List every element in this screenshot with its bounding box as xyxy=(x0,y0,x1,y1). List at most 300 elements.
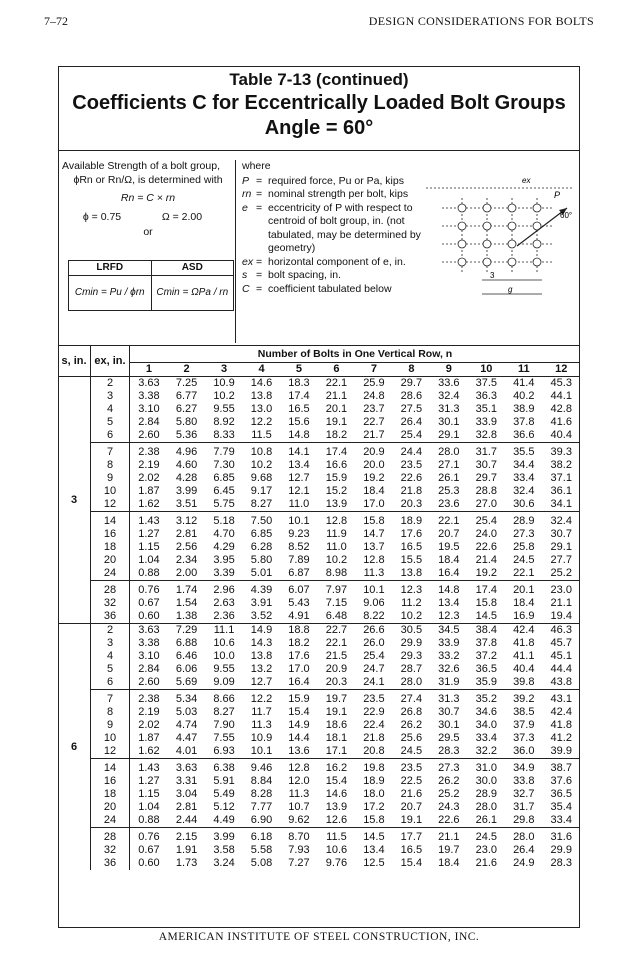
coefficient-cell: 16.9 xyxy=(513,610,535,622)
coefficient-cell: 33.6 xyxy=(430,377,467,391)
coefficient-cell: 13.4 xyxy=(438,597,460,609)
coefficient-cell: 17.6 xyxy=(400,528,423,540)
coefficient-cell: 1.38 xyxy=(175,610,198,622)
title-rule xyxy=(58,150,580,151)
coefficient-cell: 3.24 xyxy=(213,857,235,869)
coefficient-cell: 14.6 xyxy=(243,377,280,391)
coefficient-cell: 3.95 xyxy=(213,554,235,566)
coefficient-cell: 27.5 xyxy=(400,403,423,415)
coefficient-cell: 28.3 xyxy=(550,857,572,869)
n-header: 11 xyxy=(505,363,542,377)
coefficient-cell: 6.85 xyxy=(213,472,235,484)
coefficient-cell: 38.9 xyxy=(513,403,535,415)
coefficient-cell: 45.1 xyxy=(550,650,572,662)
coefficient-cell: 5.03 xyxy=(175,706,198,718)
coefficient-cell: 3.38 xyxy=(138,390,160,402)
coefficient-cell: 21.1 xyxy=(550,597,572,609)
coefficient-cell: 15.8 xyxy=(363,814,385,826)
coefficient-cell: 8.66 xyxy=(205,690,242,707)
definition-4 xyxy=(242,269,442,283)
coefficient-cell: 5.80 xyxy=(250,554,273,566)
coefficient-cell: 8.98 xyxy=(325,567,348,579)
coefficient-cell: 28.3 xyxy=(438,745,460,757)
coefficient-cell: 10.7 xyxy=(288,801,310,813)
coefficient-cell: 13.7 xyxy=(363,541,385,553)
bolt-icon xyxy=(458,204,466,212)
coefficient-cell: 20.7 xyxy=(438,528,460,540)
coefficient-cell: 15.2 xyxy=(325,485,348,497)
coefficient-cell: 13.2 xyxy=(250,663,273,675)
lrfd-formula: Cmin = Pu / ϕrn xyxy=(69,276,152,310)
coefficient-cell: 11.7 xyxy=(251,706,272,718)
coefficient-cell: 42.8 xyxy=(550,403,572,415)
coefficient-cell: 25.2 xyxy=(438,788,460,800)
coefficient-cell: 10.6 xyxy=(325,844,348,856)
coefficient-cell: 34.0 xyxy=(475,719,498,731)
coefficient-cell: 6.27 xyxy=(175,403,198,415)
coefficient-cell: 22.9 xyxy=(363,706,385,718)
table-row xyxy=(58,624,580,638)
coefficient-cell: 38.7 xyxy=(543,759,580,776)
coefficient-cell: 1.27 xyxy=(138,775,160,787)
bolt-icon xyxy=(508,222,516,230)
coefficient-cell: 21.6 xyxy=(400,788,423,800)
coefficient-cell: 10.9 xyxy=(205,377,242,391)
table-caption: Number of Bolts in One Vertical Row, n xyxy=(130,346,581,363)
table-row xyxy=(58,637,580,650)
coefficient-cell: 40.2 xyxy=(513,390,535,402)
coefficient-cell: 4.28 xyxy=(175,472,198,484)
coefficient-cell: 14.7 xyxy=(363,528,385,540)
coefficient-cell: 22.6 xyxy=(438,814,460,826)
n-header: 9 xyxy=(430,363,467,377)
coefficient-cell: 37.3 xyxy=(513,732,535,744)
coefficient-cell: 14.8 xyxy=(430,581,467,598)
coefficient-cell: 22.6 xyxy=(475,541,498,553)
angle-label: 60° xyxy=(560,211,573,220)
coefficient-cell: 15.8 xyxy=(355,512,392,529)
coefficient-cell: 11.1 xyxy=(205,624,242,638)
coefficient-cell: 24.3 xyxy=(438,801,460,813)
coefficient-cell: 23.7 xyxy=(363,403,385,415)
coefficient-cell: 1.62 xyxy=(138,498,160,510)
table-row xyxy=(58,429,580,443)
coefficient-cell: 10.8 xyxy=(243,443,280,460)
equals-sign: = xyxy=(256,282,263,295)
table-row xyxy=(58,498,580,512)
info-panel xyxy=(62,160,576,345)
coefficient-cell: 13.8 xyxy=(250,390,273,402)
coefficient-cell: 28.9 xyxy=(475,788,498,800)
coefficient-cell: 12.5 xyxy=(363,857,385,869)
ex-cell: 10 xyxy=(91,732,130,745)
table-row xyxy=(58,443,580,460)
coefficient-cell: 26.1 xyxy=(438,472,460,484)
ex-cell: 4 xyxy=(91,650,130,663)
coefficient-cell: 18.4 xyxy=(438,554,460,566)
coefficient-cell: 5.58 xyxy=(250,844,273,856)
ex-cell: 7 xyxy=(91,443,130,460)
coefficient-cell: 3.39 xyxy=(213,567,235,579)
coefficient-cell: 13.6 xyxy=(288,745,310,757)
coefficient-cell: 39.2 xyxy=(505,690,542,707)
definition-symbol: P xyxy=(242,174,250,187)
coefficient-cell: 9.46 xyxy=(243,759,280,776)
asd-label: ASD xyxy=(181,262,203,273)
ex-cell: 32 xyxy=(91,597,130,610)
load-p-label: P xyxy=(554,190,561,200)
ex-cell: 28 xyxy=(91,581,130,598)
coefficient-cell: 33.4 xyxy=(550,814,572,826)
coefficient-cell: 10.6 xyxy=(213,637,235,649)
coefficient-cell: 8.27 xyxy=(213,706,235,718)
coefficient-cell: 21.1 xyxy=(430,828,467,845)
bolt-icon xyxy=(458,240,466,248)
coefficient-cell: 30.7 xyxy=(438,706,460,718)
coefficient-cell: 10.1 xyxy=(280,512,317,529)
coefficient-cell: 14.5 xyxy=(355,828,392,845)
coefficient-cell: 12.7 xyxy=(250,676,273,688)
coefficient-cell: 7.97 xyxy=(318,581,355,598)
coefficient-cell: 3.52 xyxy=(250,610,273,622)
coefficient-cell: 45.7 xyxy=(550,637,572,649)
coefficient-cell: 32.4 xyxy=(543,512,580,529)
coefficient-cell: 41.1 xyxy=(513,650,535,662)
coefficient-cell: 2.36 xyxy=(213,610,235,622)
coefficient-cell: 2.02 xyxy=(138,472,160,484)
table-row xyxy=(58,377,580,391)
coefficient-cell: 3.99 xyxy=(175,485,198,497)
coefficient-cell: 16.5 xyxy=(400,541,423,553)
coefficient-cell: 9.76 xyxy=(325,857,348,869)
coefficient-cell: 17.1 xyxy=(325,745,348,757)
coefficient-cell: 24.9 xyxy=(513,857,535,869)
coefficient-cell: 21.6 xyxy=(475,857,498,869)
coefficient-cell: 25.6 xyxy=(400,732,423,744)
coefficient-cell: 5.08 xyxy=(250,857,273,869)
definition-symbol: ex xyxy=(242,255,254,268)
coefficient-cell: 8.22 xyxy=(363,610,385,622)
coefficient-cell: 6.48 xyxy=(325,610,348,622)
coefficient-cell: 1.15 xyxy=(138,541,160,553)
coefficient-cell: 19.1 xyxy=(325,416,348,428)
rn-formula: Rn = C × rn xyxy=(120,192,176,204)
coefficient-cell: 12.8 xyxy=(318,512,355,529)
definition-symbol: s xyxy=(242,269,248,281)
n-header: 3 xyxy=(205,363,242,377)
coefficient-cell: 25.4 xyxy=(400,429,423,441)
coefficient-cell: 14.8 xyxy=(288,429,310,441)
coefficient-cell: 6.93 xyxy=(213,745,235,757)
table-row xyxy=(58,597,580,610)
coefficient-cell: 22.6 xyxy=(400,472,423,484)
coefficient-cell: 30.1 xyxy=(438,416,460,428)
table-row xyxy=(58,844,580,857)
coefficient-cell: 18.8 xyxy=(280,624,317,638)
coefficient-cell: 39.3 xyxy=(543,443,580,460)
asd-formula: Cmin = ΩPa / rn xyxy=(156,286,229,298)
table-row xyxy=(58,554,580,567)
coefficient-cell: 10.1 xyxy=(355,581,392,598)
coefficient-cell: 7.50 xyxy=(243,512,280,529)
coefficient-cell: 27.3 xyxy=(513,528,535,540)
coefficient-cell: 43.1 xyxy=(543,690,580,707)
coefficient-cell: 13.4 xyxy=(363,844,385,856)
coefficient-cell: 3.31 xyxy=(175,775,198,787)
coefficient-cell: 10.2 xyxy=(325,554,348,566)
coefficient-cell: 8.52 xyxy=(288,541,310,553)
coefficient-cell: 7.55 xyxy=(213,732,235,744)
coefficient-cell: 25.3 xyxy=(438,485,460,497)
coefficient-cell: 3.10 xyxy=(138,650,160,662)
coefficient-cell: 14.3 xyxy=(250,637,273,649)
coefficient-cell: 26.2 xyxy=(400,719,423,731)
coefficient-cell: 21.7 xyxy=(363,429,385,441)
coefficient-cell: 1.62 xyxy=(138,745,160,757)
coefficient-cell: 20.7 xyxy=(400,801,423,813)
coefficient-cell: 0.76 xyxy=(130,828,168,845)
coefficient-cell: 2.84 xyxy=(138,663,160,675)
coefficient-cell: 17.6 xyxy=(288,650,310,662)
coefficient-cell: 3.99 xyxy=(205,828,242,845)
coefficient-cell: 3.63 xyxy=(130,624,168,638)
coefficient-cell: 42.4 xyxy=(550,706,572,718)
coefficient-cell: 36.5 xyxy=(475,663,498,675)
strength-notes xyxy=(62,160,234,298)
coefficient-cell: 7.89 xyxy=(288,554,310,566)
table-row xyxy=(58,775,580,788)
definition-symbol: rn xyxy=(242,188,252,200)
coefficient-cell: 2.96 xyxy=(205,581,242,598)
coefficient-cell: 29.5 xyxy=(438,732,460,744)
coefficient-cell: 5.12 xyxy=(213,801,235,813)
spacing-cell: 6 xyxy=(58,624,91,871)
coefficient-cell: 19.8 xyxy=(355,759,392,776)
coefficient-cell: 15.4 xyxy=(400,857,423,869)
coefficient-cell: 19.7 xyxy=(318,690,355,707)
coefficient-cell: 27.3 xyxy=(430,759,467,776)
coefficient-cell: 43.8 xyxy=(550,676,572,688)
coefficient-cell: 23.5 xyxy=(393,759,430,776)
coefficient-cell: 23.0 xyxy=(543,581,580,598)
equals-sign: = xyxy=(256,269,263,281)
ex-cell: 24 xyxy=(91,814,130,828)
equals-sign: = xyxy=(256,174,263,187)
table-row xyxy=(58,512,580,529)
coefficient-cell: 20.1 xyxy=(325,403,348,415)
coefficient-cell: 7.30 xyxy=(213,459,235,471)
ex-cell: 4 xyxy=(91,403,130,416)
coefficient-cell: 3.58 xyxy=(213,844,235,856)
bolt-group-diagram xyxy=(422,168,576,308)
ex-cell: 32 xyxy=(91,844,130,857)
note-line-2: ϕRn or Rn/Ω, is determined with xyxy=(73,173,223,186)
coefficient-cell: 8.28 xyxy=(250,788,273,800)
coefficient-cell: 24.1 xyxy=(363,676,385,688)
coefficient-cell: 17.4 xyxy=(318,443,355,460)
coefficient-cell: 33.9 xyxy=(438,637,460,649)
coefficient-cell: 5.18 xyxy=(205,512,242,529)
equals-sign: = xyxy=(256,201,263,214)
coefficient-cell: 19.5 xyxy=(438,541,460,553)
n-header: 6 xyxy=(318,363,355,377)
coefficient-cell: 5.34 xyxy=(168,690,205,707)
coefficient-cell: 14.1 xyxy=(280,443,317,460)
table-row xyxy=(58,745,580,759)
coefficient-cell: 2.38 xyxy=(130,443,168,460)
coefficient-cell: 26.2 xyxy=(438,775,460,787)
ex-cell: 9 xyxy=(91,472,130,485)
coefficient-cell: 25.4 xyxy=(468,512,505,529)
coefficient-cell: 8.27 xyxy=(250,498,273,510)
coefficient-cell: 39.8 xyxy=(513,676,535,688)
coefficient-cell: 21.8 xyxy=(363,732,385,744)
bolt-icon xyxy=(458,222,466,230)
ex-cell: 2 xyxy=(91,624,130,638)
ex-cell: 28 xyxy=(91,828,130,845)
table-row xyxy=(58,857,580,870)
definition-text: bolt spacing, in. xyxy=(268,269,341,281)
coefficient-cell: 18.3 xyxy=(280,377,317,391)
coefficient-cell: 9.68 xyxy=(250,472,273,484)
coefficient-cell: 33.8 xyxy=(513,775,535,787)
definition-text: horizontal component of e, in. xyxy=(268,255,406,268)
coefficient-cell: 9.09 xyxy=(213,676,235,688)
coefficient-cell: 22.4 xyxy=(363,719,385,731)
coefficient-cell: 19.7 xyxy=(438,844,460,856)
coefficient-cell: 1.87 xyxy=(138,732,160,744)
coefficient-cell: 27.0 xyxy=(475,498,498,510)
table-row xyxy=(58,719,580,732)
coefficient-cell: 18.4 xyxy=(513,597,535,609)
coefficient-cell: 0.60 xyxy=(138,857,160,869)
coefficient-cell: 29.1 xyxy=(550,541,572,553)
coefficient-cell: 30.6 xyxy=(513,498,535,510)
ex-cell: 12 xyxy=(91,745,130,759)
coefficient-cell: 6.77 xyxy=(175,390,198,402)
coefficient-cell: 13.8 xyxy=(400,567,423,579)
coefficient-cell: 20.8 xyxy=(363,745,385,757)
coefficient-cell: 26.4 xyxy=(513,844,535,856)
coefficient-cell: 11.0 xyxy=(326,541,347,553)
coefficient-cell: 0.76 xyxy=(130,581,168,598)
coefficient-cell: 30.0 xyxy=(475,775,498,787)
coefficient-cell: 1.74 xyxy=(168,581,205,598)
coefficient-cell: 1.43 xyxy=(130,512,168,529)
coefficient-cell: 37.2 xyxy=(475,650,498,662)
coefficient-cell: 19.1 xyxy=(400,814,423,826)
definition-symbol: C xyxy=(242,282,250,295)
coefficient-cell: 37.1 xyxy=(550,472,572,484)
coefficient-cell: 18.4 xyxy=(438,857,460,869)
coefficient-cell: 44.4 xyxy=(550,663,572,675)
coefficient-cell: 0.88 xyxy=(138,814,160,826)
coefficient-cell: 10.2 xyxy=(400,610,423,622)
ex-cell: 5 xyxy=(91,663,130,676)
coefficient-cell: 33.4 xyxy=(475,732,498,744)
coefficient-cell: 23.0 xyxy=(475,844,498,856)
coefficient-cell: 20.9 xyxy=(355,443,392,460)
coefficient-cell: 8.84 xyxy=(250,775,273,787)
coefficient-cell: 5.80 xyxy=(175,416,198,428)
ex-cell: 3 xyxy=(91,390,130,403)
coefficient-cell: 35.4 xyxy=(550,801,572,813)
coefficient-cell: 17.7 xyxy=(393,828,430,845)
coefficient-cell: 6.85 xyxy=(250,528,273,540)
coefficient-cell: 3.12 xyxy=(168,512,205,529)
coefficient-cell: 0.88 xyxy=(138,567,160,579)
coefficient-cell: 4.29 xyxy=(213,541,235,553)
coefficient-cell: 14.5 xyxy=(475,610,498,622)
spacing-cell: 3 xyxy=(58,377,91,624)
coefficient-cell: 28.0 xyxy=(505,828,542,845)
running-title: DESIGN CONSIDERATIONS FOR BOLTS xyxy=(368,14,594,28)
coefficient-cell: 28.8 xyxy=(475,485,498,497)
coefficient-cell: 28.0 xyxy=(400,676,423,688)
coefficient-cell: 16.2 xyxy=(318,759,355,776)
coefficient-cell: 36.3 xyxy=(475,390,498,402)
coefficient-cell: 22.5 xyxy=(400,775,423,787)
coefficient-cell: 37.8 xyxy=(513,416,535,428)
coefficient-cell: 25.4 xyxy=(363,650,385,662)
coefficient-cell: 22.7 xyxy=(363,416,385,428)
coefficient-cell: 23.5 xyxy=(400,459,423,471)
coefficient-cell: 13.9 xyxy=(325,498,348,510)
ex-cell: 18 xyxy=(91,788,130,801)
coefficient-cell: 16.4 xyxy=(438,567,460,579)
coefficient-cell: 3.51 xyxy=(175,498,198,510)
n-header: 1 xyxy=(130,363,168,377)
coefficient-cell: 24.4 xyxy=(393,443,430,460)
title-line-1: Table 7-13 (continued) xyxy=(229,70,409,89)
coefficient-cell: 11.5 xyxy=(251,429,272,441)
coefficient-cell: 34.1 xyxy=(550,498,572,510)
coefficient-cell: 4.60 xyxy=(175,459,198,471)
coefficient-cell: 15.9 xyxy=(325,472,348,484)
coefficient-cell: 28.6 xyxy=(400,390,423,402)
table-row xyxy=(58,567,580,581)
coefficient-cell: 24.5 xyxy=(400,745,423,757)
coefficient-cell: 40.4 xyxy=(550,429,572,441)
coefficient-cell: 2.84 xyxy=(138,416,160,428)
coefficient-cell: 28.0 xyxy=(430,443,467,460)
ex-cell: 16 xyxy=(91,528,130,541)
coefficient-cell: 26.4 xyxy=(400,416,423,428)
table-row xyxy=(58,788,580,801)
omega-value: Ω = 2.00 xyxy=(161,210,203,223)
coefficient-cell: 27.7 xyxy=(550,554,572,566)
coefficient-cell: 32.8 xyxy=(475,429,498,441)
coefficient-cell: 18.4 xyxy=(363,485,385,497)
ex-cell: 14 xyxy=(91,759,130,776)
definition-2 xyxy=(242,202,442,256)
coefficient-cell: 0.67 xyxy=(138,597,160,609)
coefficient-cell: 22.1 xyxy=(325,637,348,649)
coefficient-cell: 21.4 xyxy=(475,554,498,566)
coefficient-cell: 20.3 xyxy=(400,498,423,510)
coefficient-cell: 21.8 xyxy=(400,485,423,497)
coefficient-cell: 41.8 xyxy=(513,637,535,649)
coefficient-cell: 6.06 xyxy=(175,663,198,675)
n-header: 5 xyxy=(280,363,317,377)
table-row xyxy=(58,485,580,498)
coefficient-cell: 9.62 xyxy=(288,814,310,826)
coefficient-cell: 18.2 xyxy=(288,637,310,649)
bolt-icon xyxy=(483,240,491,248)
coefficient-cell: 11.3 xyxy=(288,788,310,800)
coefficient-cell: 33.2 xyxy=(438,650,460,662)
gage-label: g xyxy=(508,285,513,294)
